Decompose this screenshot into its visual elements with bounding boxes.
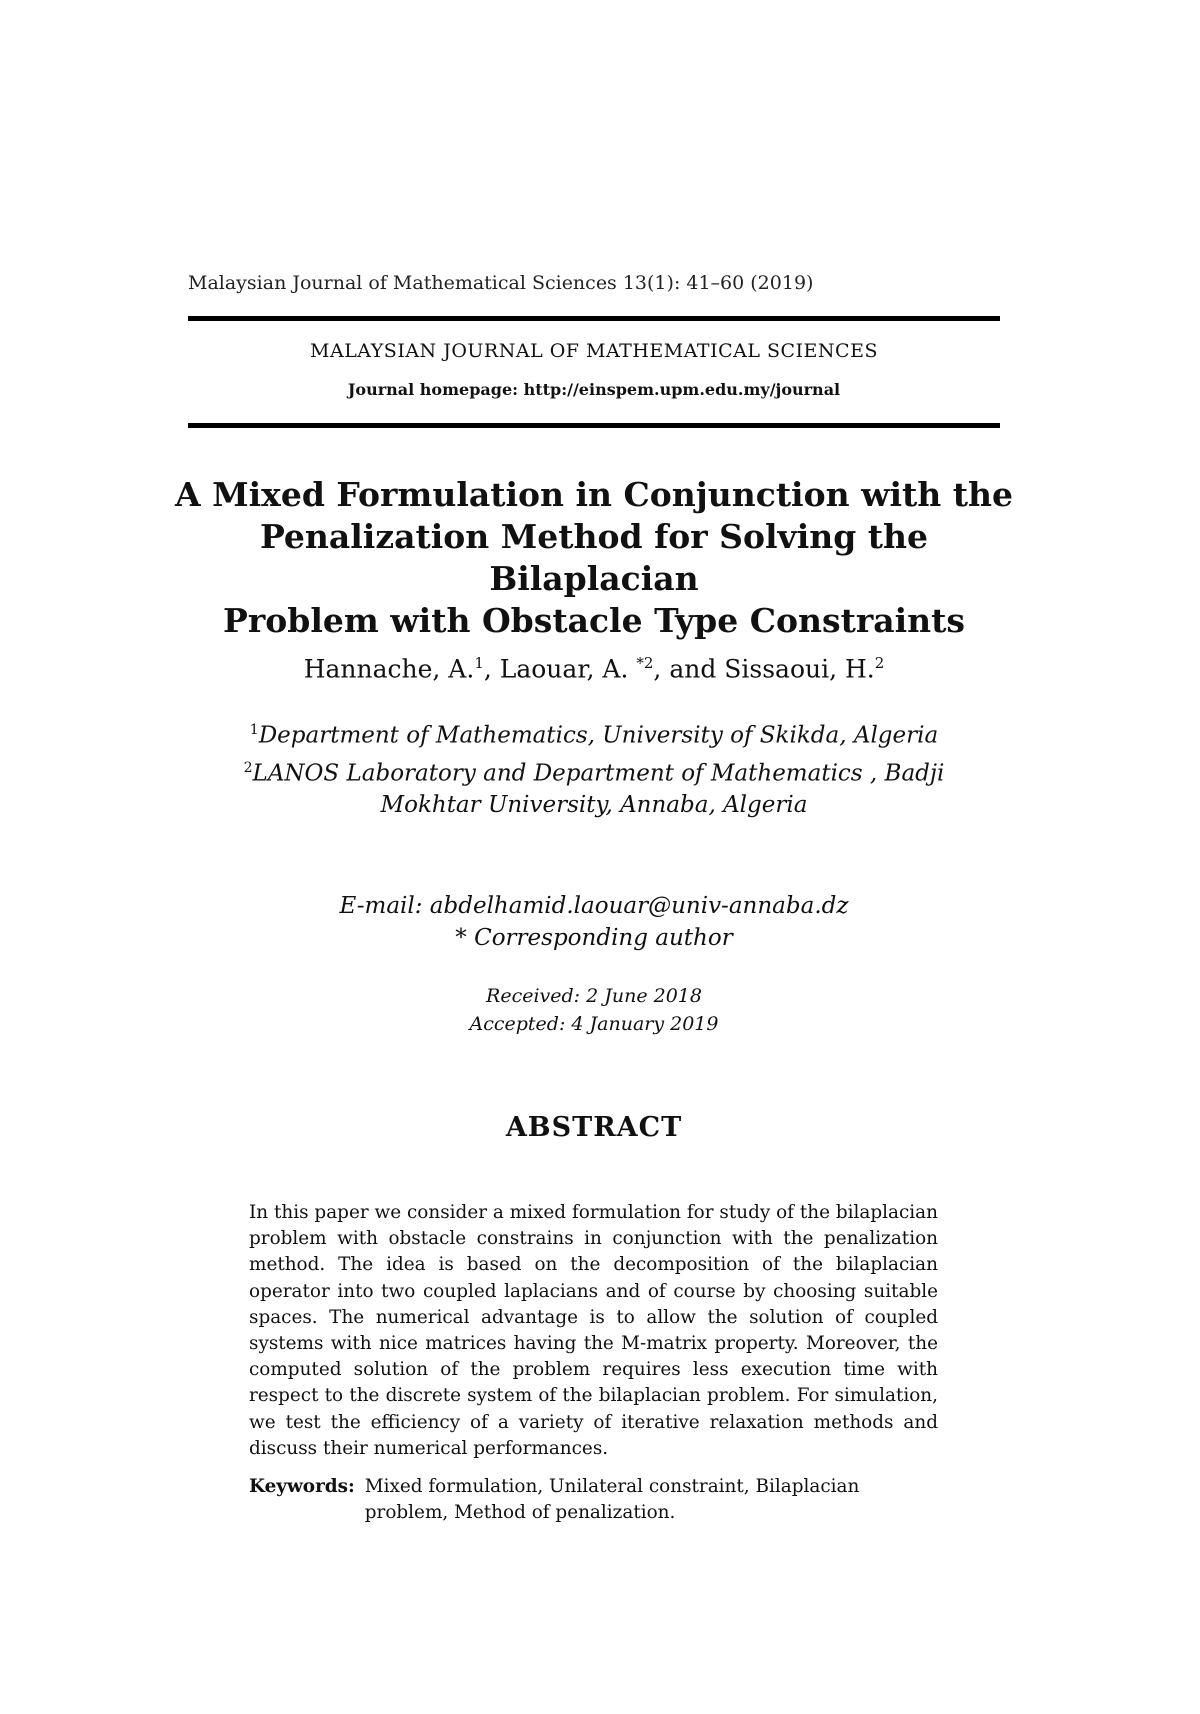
affiliation-2-mark: 2 <box>243 759 253 776</box>
abstract-heading: ABSTRACT <box>505 1112 683 1143</box>
journal-name: MALAYSIAN JOURNAL OF MATHEMATICAL SCIENCES <box>310 340 878 362</box>
affiliation-2-text-line1: LANOS Laboratory and Department of Mathematics , Badji <box>252 760 945 787</box>
title-line-1: A Mixed Formulation in Conjunction with the <box>175 475 1013 514</box>
affiliation-2-line2: Mokhtar University, Annaba, Algeria <box>380 792 808 819</box>
running-head: Malaysian Journal of Mathematical Sciences 13(1): 41–60 (2019) <box>188 272 814 294</box>
journal-homepage: Journal homepage: http://einspem.upm.edu.my/journal <box>347 380 841 399</box>
affiliation-1-text: Department of Mathematics, University of Skikda, Algeria <box>258 722 939 749</box>
affiliation-2 <box>160 752 1028 790</box>
keywords-label: Keywords: <box>249 1476 355 1497</box>
author-list <box>160 654 1028 683</box>
title-line-3: Problem with Obstacle Type Constraints <box>223 601 965 640</box>
email: E-mail: abdelhamid.laouar@univ-annaba.dz <box>339 893 849 919</box>
dates <box>160 982 1028 1038</box>
author-1: Hannache, A. <box>303 654 475 684</box>
bottom-rule <box>188 423 1000 428</box>
received-date: Received: 2 June 2018 <box>486 985 702 1007</box>
author-2: , Laouar, A. <box>483 654 637 684</box>
abstract-text: In this paper we consider a mixed formulation for study of the bilaplacian problem with obstacle constrains in conjunction with the penalization method. The idea is based on the decomposition of the bilaplacian operator into two coupled laplacians and of course by choosing suitable spaces. The numerical advantage is to allow the solution of coupled systems with nice matrices having the M-matrix property. Moreover, the computed solution of the problem requires less execution time with respect to the discrete system of the bilaplacian problem. For simulation, we test the efficiency of a variety of iterative relaxation methods and discuss their numerical performances. <box>249 1202 938 1459</box>
author-3-mark: 2 <box>874 654 885 672</box>
affiliations <box>160 714 1028 821</box>
author-1-mark: 1 <box>474 654 484 672</box>
author-2-mark: *2 <box>636 654 654 672</box>
contact <box>160 890 1028 954</box>
title-line-2: Penalization Method for Solving the Bilaplacian <box>259 517 929 598</box>
keywords-text: Mixed formulation, Unilateral constraint, Bilaplacian problem, Method of penalization. <box>364 1476 860 1524</box>
author-3: , and Sissaoui, H. <box>653 654 875 684</box>
paper-title <box>160 474 1028 642</box>
affiliation-1 <box>160 714 1028 752</box>
keywords <box>249 1474 938 1526</box>
accepted-date: Accepted: 4 January 2019 <box>469 1013 719 1035</box>
affiliation-1-mark: 1 <box>249 722 259 738</box>
corresponding-author-note: * Corresponding author <box>455 925 733 951</box>
top-rule <box>188 316 1000 321</box>
